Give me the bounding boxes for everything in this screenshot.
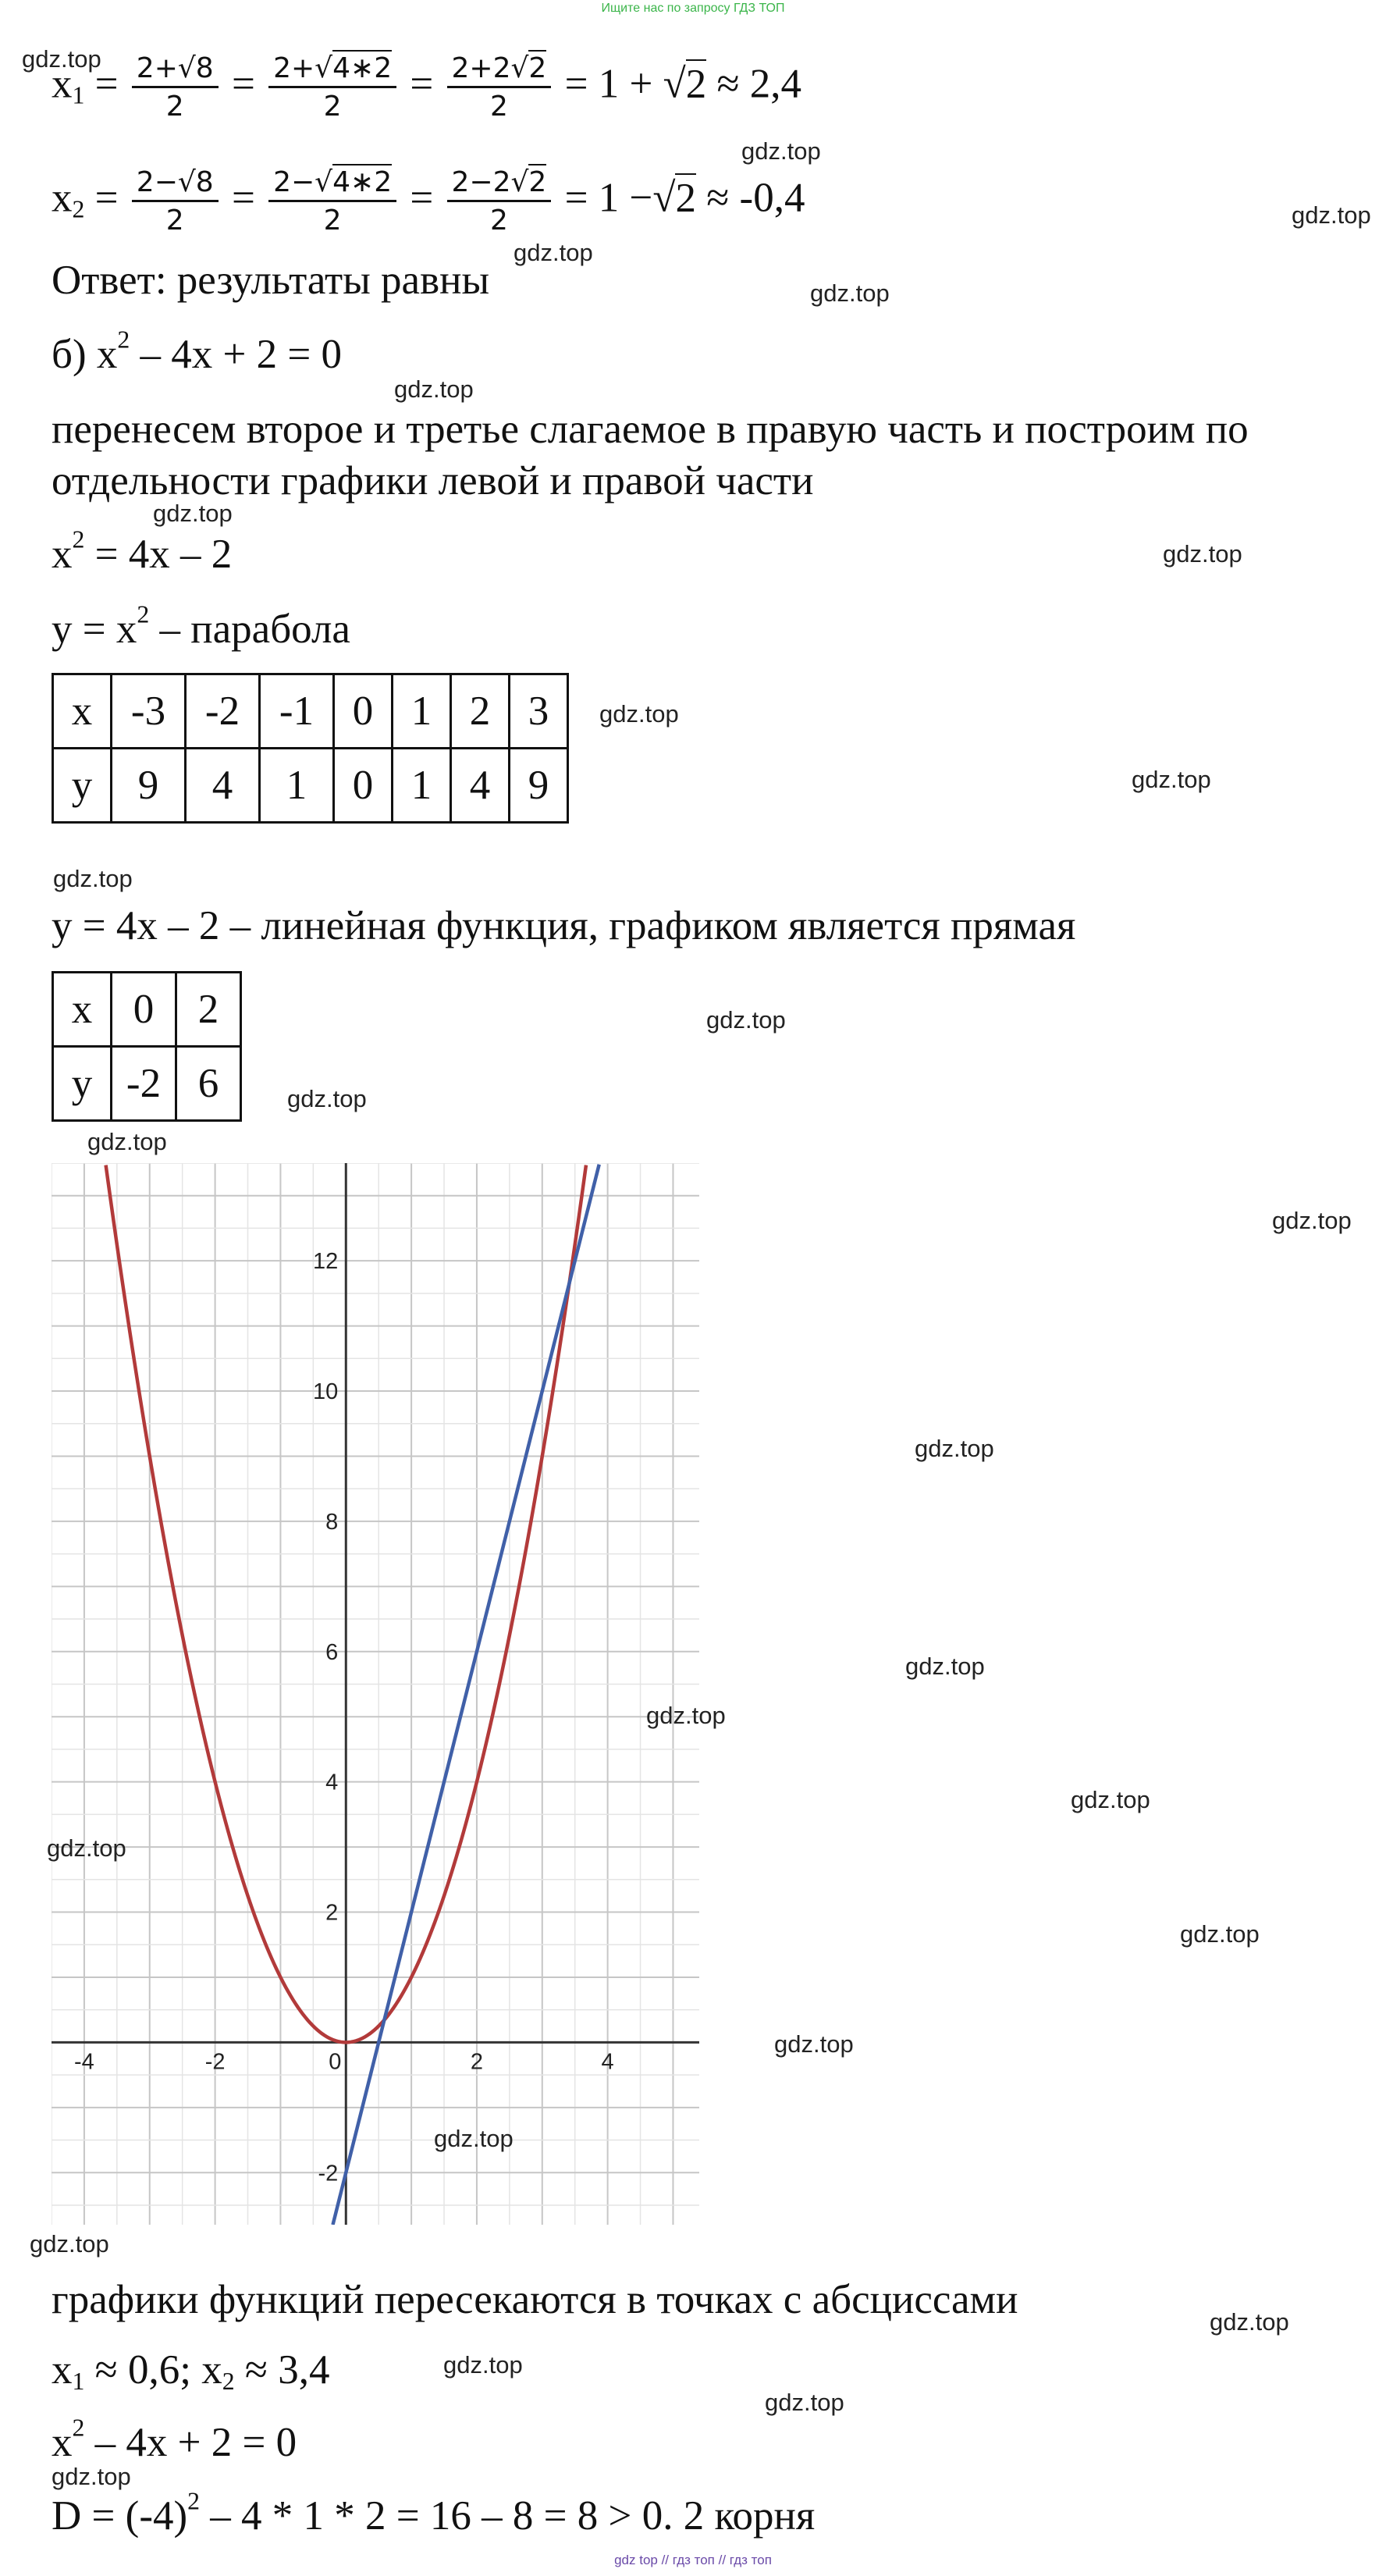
watermark: gdz.top bbox=[52, 2463, 131, 2490]
x2-fraction-3 bbox=[447, 166, 552, 237]
x1-f1-den: 2 bbox=[165, 91, 184, 123]
part-b-pre: б) x bbox=[52, 332, 118, 377]
table-cell: y bbox=[53, 1047, 112, 1121]
x2-f3-pre: 2−2√ bbox=[451, 166, 529, 198]
x2-f1-num: 2−√8 bbox=[132, 169, 219, 202]
x2-tail-post: ≈ -0,4 bbox=[695, 175, 805, 221]
table-cell: 1 bbox=[260, 749, 334, 823]
table-row-y bbox=[53, 1047, 241, 1121]
line-curve bbox=[333, 1165, 599, 2225]
table-cell: x bbox=[53, 973, 112, 1047]
watermark: gdz.top bbox=[765, 2389, 844, 2416]
x1-formula bbox=[52, 52, 802, 123]
y-tick-label: 6 bbox=[325, 1639, 339, 1665]
part-b-post: – 4x + 2 = 0 bbox=[130, 332, 343, 377]
eq2-pre: x bbox=[52, 532, 73, 577]
watermark: gdz.top bbox=[1180, 1920, 1260, 1948]
x1-fraction-1 bbox=[132, 52, 219, 123]
parab-post: – парабола bbox=[149, 607, 350, 652]
eq2-sup: 2 bbox=[72, 525, 85, 553]
table-row-y bbox=[53, 749, 568, 823]
x2-tail-rad: 2 bbox=[675, 173, 696, 221]
watermark: gdz.top bbox=[47, 1834, 126, 1862]
eq-sign: = bbox=[94, 175, 119, 221]
watermark: gdz.top bbox=[1210, 2308, 1289, 2336]
x1-f3-den: 2 bbox=[489, 91, 508, 123]
equation-repeat bbox=[52, 2414, 297, 2465]
roots-tail: ≈ 3,4 bbox=[234, 2347, 330, 2393]
x1-sub: 1 bbox=[72, 81, 85, 109]
y-tick-label: 12 bbox=[313, 1249, 339, 1275]
x2-f2-pre: 2−√ bbox=[273, 166, 333, 198]
x2-sub: 2 bbox=[72, 195, 85, 223]
parabola-value-table bbox=[52, 673, 569, 824]
y-tick-label: 4 bbox=[325, 1770, 339, 1795]
table-cell: x bbox=[53, 674, 112, 749]
chart-series bbox=[106, 1165, 599, 2225]
table-cell: 4 bbox=[451, 749, 510, 823]
eq3-post: – 4x + 2 = 0 bbox=[84, 2420, 297, 2465]
eq-sign: = bbox=[231, 175, 255, 221]
x-tick-label: 4 bbox=[601, 2049, 614, 2075]
x-tick-label: 2 bbox=[470, 2049, 484, 2075]
eq3-pre: x bbox=[52, 2420, 73, 2465]
disc-pre: D = (-4) bbox=[52, 2493, 188, 2539]
table-cell: 0 bbox=[334, 674, 393, 749]
table-row-x bbox=[53, 674, 568, 749]
linear-function-label: y = 4x – 2 – линейная функция, графиком является прямая bbox=[52, 903, 1076, 948]
answer-text: Ответ: результаты равны bbox=[52, 258, 490, 303]
eq-sign: = bbox=[410, 175, 434, 221]
x1-var: x bbox=[52, 61, 73, 107]
watermark: gdz.top bbox=[646, 1702, 726, 1729]
x1-f3-pre: 2+2√ bbox=[451, 52, 529, 84]
watermark: gdz.top bbox=[1071, 1786, 1150, 1813]
watermark: gdz.top bbox=[1132, 766, 1211, 793]
watermark: gdz.top bbox=[514, 239, 593, 266]
table-row-x bbox=[53, 973, 241, 1047]
eq-sign: = bbox=[94, 61, 119, 107]
eq2-post: = 4x – 2 bbox=[84, 532, 233, 577]
table-cell: 2 bbox=[451, 674, 510, 749]
watermark: gdz.top bbox=[915, 1435, 994, 1462]
part-b-sup: 2 bbox=[117, 326, 130, 354]
discriminant bbox=[52, 2487, 816, 2539]
line-value-table bbox=[52, 971, 242, 1122]
x1-f3-num bbox=[447, 52, 552, 88]
x-tick-label: -2 bbox=[204, 2049, 226, 2075]
table-cell: -3 bbox=[112, 674, 186, 749]
watermark: gdz.top bbox=[22, 45, 101, 73]
x1-tail-rad: 2 bbox=[686, 59, 707, 107]
x2-f2-num bbox=[268, 166, 396, 202]
roots-x1: x bbox=[52, 2347, 73, 2393]
table-cell: 6 bbox=[176, 1047, 241, 1121]
watermark: gdz.top bbox=[706, 1006, 786, 1034]
watermark: gdz.top bbox=[599, 700, 679, 728]
roots-x2-sub: 2 bbox=[222, 2367, 235, 2395]
watermark: gdz.top bbox=[905, 1653, 985, 1680]
table-cell: 1 bbox=[393, 674, 451, 749]
watermark: gdz.top bbox=[1272, 1207, 1352, 1234]
intersection-text: графики функций пересекаются в точках с абсциссами bbox=[52, 2277, 1018, 2322]
move-text-line1: перенесем второе и третье слагаемое в правую часть и построим по bbox=[52, 407, 1249, 452]
parab-pre: y = x bbox=[52, 607, 137, 652]
x2-f3-rad: 2 bbox=[528, 164, 546, 198]
table-cell: 9 bbox=[112, 749, 186, 823]
x2-var: x bbox=[52, 175, 73, 221]
x2-f2-rad: 4∗2 bbox=[332, 164, 392, 198]
table-cell: 0 bbox=[112, 973, 176, 1047]
part-b-equation bbox=[52, 326, 343, 377]
x1-f2-num bbox=[268, 52, 396, 88]
table-cell: 2 bbox=[176, 973, 241, 1047]
watermark: gdz.top bbox=[434, 2125, 514, 2152]
table-cell: y bbox=[53, 749, 112, 823]
watermark: gdz.top bbox=[1163, 540, 1242, 568]
parabola-label bbox=[52, 600, 350, 652]
eq-sign: = bbox=[231, 61, 255, 107]
watermark: gdz.top bbox=[443, 2351, 523, 2379]
eq3-sup: 2 bbox=[72, 2414, 85, 2442]
watermark: gdz.top bbox=[30, 2230, 109, 2258]
function-graph bbox=[52, 1163, 699, 2225]
y-tick-label: 2 bbox=[325, 1900, 339, 1926]
x1-f2-rad: 4∗2 bbox=[332, 50, 392, 84]
roots-approx bbox=[52, 2347, 330, 2395]
x2-fraction-1 bbox=[132, 166, 219, 237]
roots-x1-sub: 1 bbox=[72, 2367, 85, 2395]
table-cell: 0 bbox=[334, 749, 393, 823]
table-cell: 4 bbox=[186, 749, 260, 823]
x1-tail-pre: = 1 + √ bbox=[564, 61, 686, 107]
x2-f1-den: 2 bbox=[165, 205, 184, 237]
x1-f1-num: 2+√8 bbox=[132, 55, 219, 88]
parab-sup: 2 bbox=[137, 600, 150, 628]
eq-sign: = bbox=[410, 61, 434, 107]
watermark: gdz.top bbox=[53, 865, 133, 892]
table-cell: 3 bbox=[510, 674, 568, 749]
watermark: gdz.top bbox=[394, 375, 474, 403]
chart-ticks bbox=[74, 1249, 614, 2186]
table-cell: -2 bbox=[186, 674, 260, 749]
watermark: gdz.top bbox=[87, 1128, 167, 1155]
table-cell: 9 bbox=[510, 749, 568, 823]
top-banner: Ищите нас по запросу ГДЗ ТОП bbox=[601, 2, 785, 15]
x2-f2-den: 2 bbox=[323, 205, 342, 237]
table-cell: 1 bbox=[393, 749, 451, 823]
table-cell: -1 bbox=[260, 674, 334, 749]
x-tick-label: 0 bbox=[329, 2049, 342, 2075]
equation-x2-eq bbox=[52, 525, 233, 577]
disc-post: – 4 * 1 * 2 = 16 – 8 = 8 > 0. 2 корня bbox=[200, 2493, 816, 2539]
x2-tail-pre: = 1 −√ bbox=[564, 175, 676, 221]
x1-fraction-3 bbox=[447, 52, 552, 123]
table-cell: -2 bbox=[112, 1047, 176, 1121]
x-tick-label: -4 bbox=[74, 2049, 94, 2075]
x1-f2-pre: 2+√ bbox=[273, 52, 333, 84]
x2-fraction-2 bbox=[268, 166, 396, 237]
y-tick-label: -2 bbox=[318, 2161, 339, 2186]
x2-formula bbox=[52, 166, 805, 237]
roots-mid: ≈ 0,6; x bbox=[84, 2347, 222, 2393]
watermark: gdz.top bbox=[810, 279, 890, 307]
bottom-banner: gdz top // гдз топ // гдз топ bbox=[614, 2553, 772, 2567]
watermark: gdz.top bbox=[287, 1085, 367, 1112]
x1-fraction-2 bbox=[268, 52, 396, 123]
x1-f2-den: 2 bbox=[323, 91, 342, 123]
watermark: gdz.top bbox=[1292, 201, 1371, 229]
disc-sup: 2 bbox=[187, 2487, 201, 2515]
x1-f3-rad: 2 bbox=[528, 50, 546, 84]
y-tick-label: 8 bbox=[325, 1509, 339, 1535]
watermark: gdz.top bbox=[153, 500, 233, 527]
x2-f3-den: 2 bbox=[489, 205, 508, 237]
x1-tail-post: ≈ 2,4 bbox=[706, 61, 802, 107]
y-tick-label: 10 bbox=[313, 1379, 339, 1405]
watermark: gdz.top bbox=[741, 137, 821, 165]
x2-f3-num bbox=[447, 166, 552, 202]
move-text-line2: отдельности графики левой и правой части bbox=[52, 458, 814, 503]
watermark: gdz.top bbox=[774, 2030, 854, 2058]
